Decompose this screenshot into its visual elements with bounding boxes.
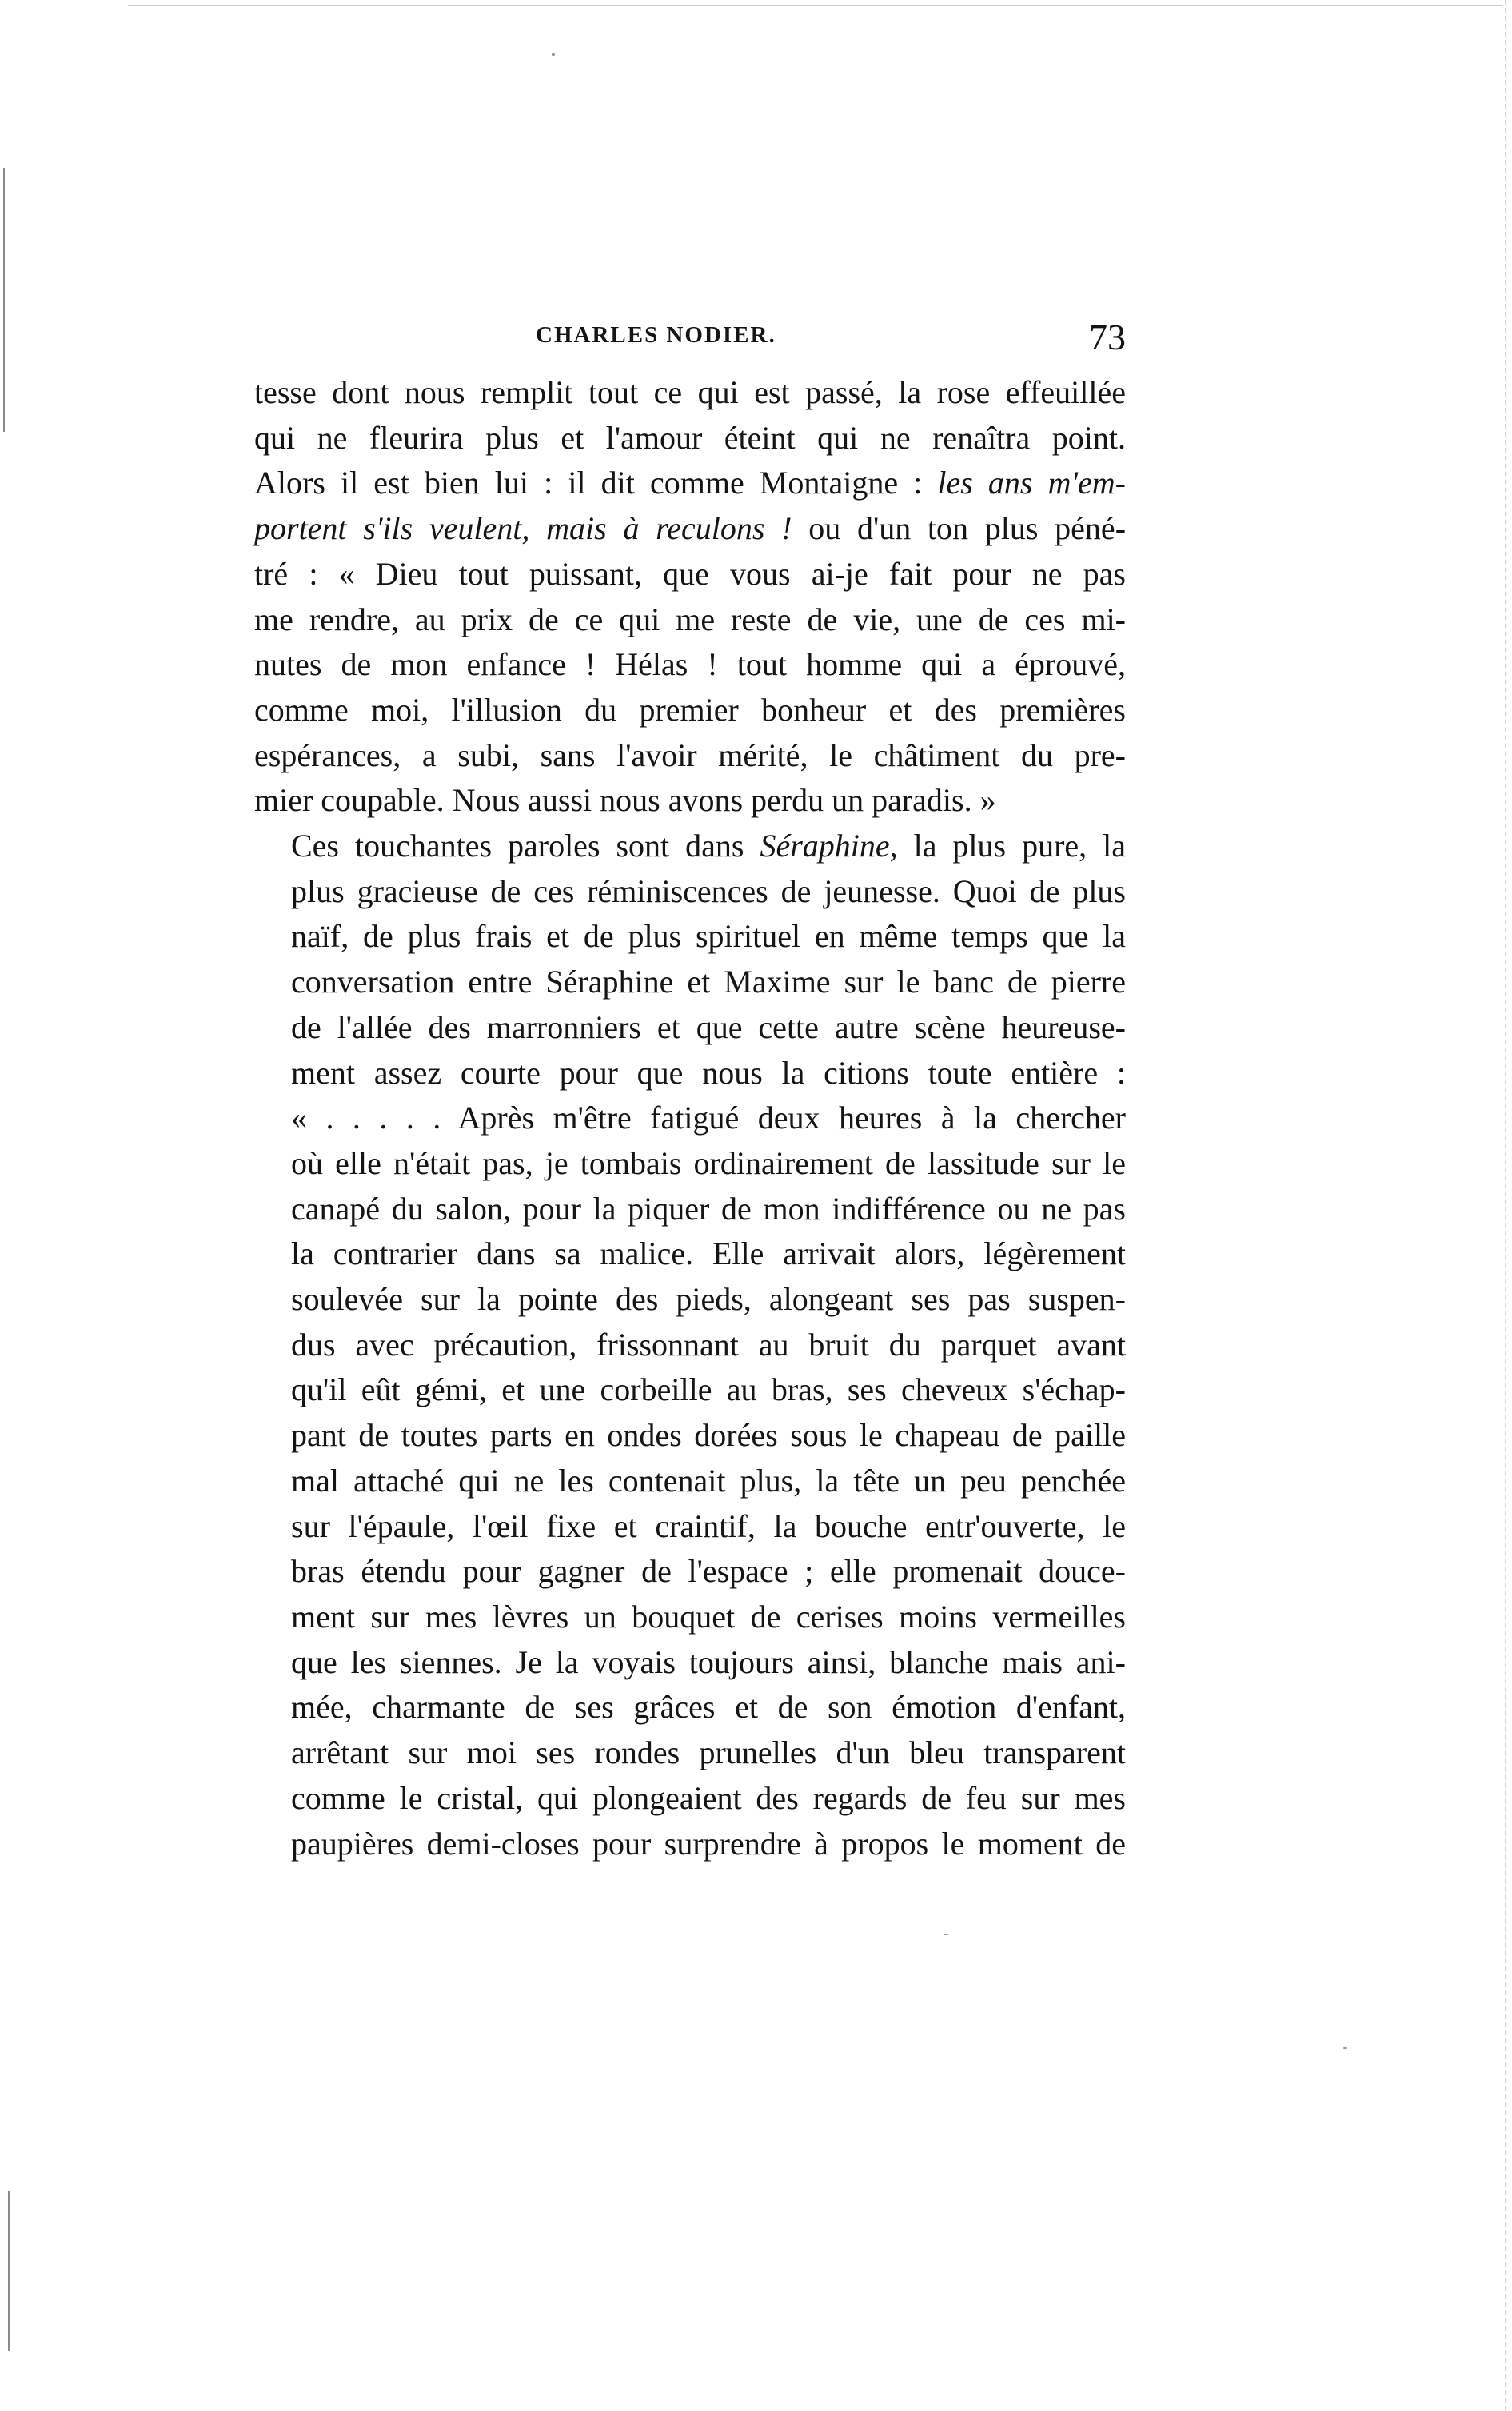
text-line: comme le cristal, qui plongeaient des regards de feu sur mes — [291, 1779, 1126, 1816]
text-line: portent s'ils veulent, mais à reculons ! ou d'un ton plus péné- — [254, 510, 1127, 547]
text-line: qui ne fleurira plus et l'amour éteint qui ne renaîtra point. — [254, 419, 1126, 456]
body-text — [254, 370, 1126, 1866]
text-line: nutes de mon enfance ! Hélas ! tout homme qui a éprouvé, — [254, 646, 1126, 683]
text-line: que les siennes. Je la voyais toujours ainsi, blanche mais ani- — [291, 1643, 1126, 1680]
scan-speck — [944, 1934, 948, 1935]
text-line: qu'il eût gémi, et une corbeille au bras, ses cheveux s'échap- — [291, 1371, 1126, 1408]
text-line: Ces touchantes paroles sont dans Séraphine, la plus pure, la — [291, 828, 1127, 864]
text-line: ment sur mes lèvres un bouquet de cerises moins vermeilles — [291, 1598, 1126, 1635]
text-line: tré : « Dieu tout puissant, que vous ai-je fait pour ne pas — [254, 555, 1126, 592]
text-line: mier coupable. Nous aussi nous avons perdu un paradis. » — [254, 782, 996, 819]
text-line: Alors il est bien lui : il dit comme Montaigne : les ans m'em- — [254, 465, 1126, 501]
text-line: me rendre, au prix de ce qui me reste de vie, une de ces mi- — [254, 601, 1126, 637]
text-line: tesse dont nous remplit tout ce qui est passé, la rose effeuillée — [254, 374, 1126, 410]
text-line: dus avec précaution, frissonnant au bruit du parquet avant — [291, 1326, 1126, 1363]
text-line: mée, charmante de ses grâces et de son émotion d'enfant, — [291, 1689, 1126, 1726]
text-line: comme moi, l'illusion du premier bonheur et des premières — [254, 691, 1126, 728]
scan-top-rule — [128, 5, 1503, 6]
scan-left-edge-mark — [3, 168, 5, 432]
text-line: canapé du salon, pour la piquer de mon indifférence ou ne pas — [291, 1190, 1126, 1227]
paragraph — [254, 824, 1126, 1866]
text-line: où elle n'était pas, je tombais ordinairement de lassitude sur le — [291, 1144, 1126, 1181]
scan-speck — [552, 53, 555, 56]
text-line: paupières demi-closes pour surprendre à propos le moment de — [291, 1825, 1126, 1862]
running-title: CHARLES NODIER. — [536, 322, 776, 348]
text-line: « . . . . . Après m'être fatigué deux heures à la chercher — [291, 1100, 1126, 1136]
page-number: 73 — [1089, 317, 1126, 357]
text-line: naïf, de plus frais et de plus spirituel en même temps que la — [291, 918, 1126, 955]
text-line: mal attaché qui ne les contenait plus, la tête un peu penchée — [291, 1462, 1126, 1499]
text-line: arrêtant sur moi ses rondes prunelles d'un bleu transparent — [291, 1734, 1126, 1771]
text-line: la contrarier dans sa malice. Elle arrivait alors, légèrement — [291, 1235, 1126, 1272]
text-line: ment assez courte pour que nous la citions toute entière : — [291, 1054, 1126, 1091]
text-line: espérances, a subi, sans l'avoir mérité, le châtiment du pre- — [254, 736, 1126, 773]
text-line: conversation entre Séraphine et Maxime sur le banc de pierre — [291, 964, 1126, 1000]
scan-right-edge-mark — [1505, 0, 1506, 2411]
running-head — [254, 316, 1126, 364]
text-line: soulevée sur la pointe des pieds, alongeant ses pas suspen- — [291, 1281, 1126, 1318]
scan-speck — [1343, 2047, 1347, 2049]
text-line: de l'allée des marronniers et que cette autre scène heureuse- — [291, 1008, 1126, 1045]
paragraph — [254, 370, 1126, 824]
text-line: bras étendu pour gagner de l'espace ; elle promenait douce- — [291, 1553, 1126, 1590]
text-line: plus gracieuse de ces réminiscences de jeunesse. Quoi de plus — [291, 872, 1126, 909]
text-line: sur l'épaule, l'œil fixe et craintif, la bouche entr'ouverte, le — [291, 1507, 1126, 1544]
text-line: pant de toutes parts en ondes dorées sous le chapeau de paille — [291, 1417, 1126, 1454]
scan-left-edge-mark-lower — [8, 2191, 10, 2351]
